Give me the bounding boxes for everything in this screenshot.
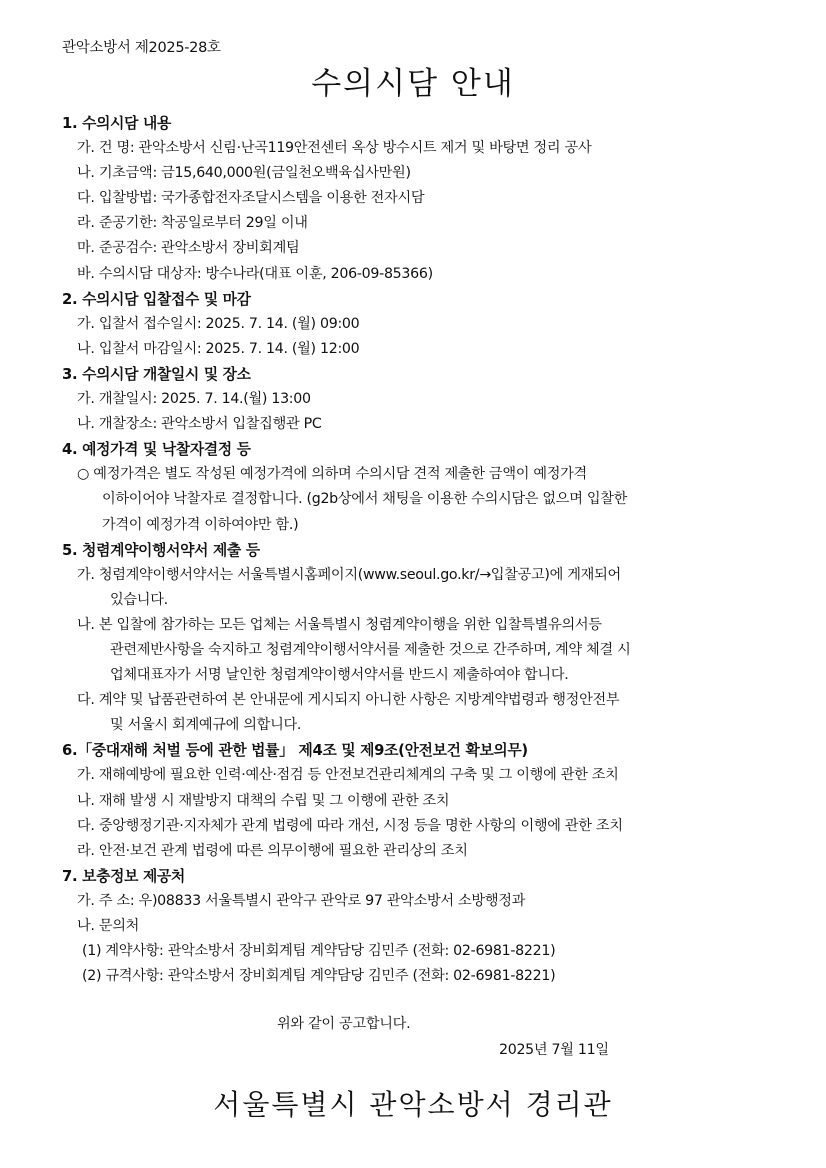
- section-item-continuation: 가격이 예정가격 이하여야만 함.): [102, 516, 299, 533]
- document-title: 수의시담 안내: [311, 66, 515, 102]
- issuer-name: 서울특별시 관악소방서 경리관: [213, 1088, 613, 1121]
- section-item: 나. 재해 발생 시 재발방지 대책의 수립 및 그 이행에 관한 조치: [77, 792, 450, 809]
- section-item: 나. 입찰서 마감일시: 2025. 7. 14. (월) 12:00: [77, 340, 360, 357]
- section-item-continuation: 이하이어야 낙찰자로 결정합니다. (g2b상에서 채팅을 이용한 수의시담은 없으며 입찰한: [102, 491, 628, 508]
- section-item: 다. 중앙행정기관·지자체가 관계 법령에 따라 개선, 시정 등을 명한 사항의 이행에 관한 조치: [77, 817, 623, 834]
- section-item: 가. 건 명: 관악소방서 신림·난곡119안전센터 옥상 방수시트 제거 및 바탕면 정리 공사: [77, 140, 592, 157]
- section-item: 가. 재해예방에 필요한 인력·예산·점검 등 안전보건관리체계의 구축 및 그 이행에 관한 조치: [77, 767, 619, 784]
- section-heading: 2. 수의시담 입찰접수 및 마감: [62, 290, 251, 308]
- section-item-continuation: 업체대표자가 서명 날인한 청렴계약이행서약서를 반드시 제출하여야 합니다.: [110, 667, 569, 684]
- section-item: 나. 개찰장소: 관악소방서 입찰집행관 PC: [77, 416, 322, 433]
- section-heading: 7. 보충정보 제공처: [62, 867, 185, 885]
- section-item: 마. 준공검수: 관악소방서 장비회계팀: [77, 240, 300, 257]
- document-body: [0, 111, 826, 989]
- section-item: 바. 수의시담 대상자: 방수나라(대표 이훈, 206-09-85366): [77, 265, 433, 282]
- section-item: 가. 청렴계약이행서약서는 서울특별시홈페이지(www.seoul.go.kr/→입찰공고)에 게재되어: [77, 566, 621, 583]
- section-item: 가. 개찰일시: 2025. 7. 14.(월) 13:00: [77, 391, 311, 408]
- document-number: 관악소방서 제2025-28호: [62, 40, 221, 56]
- section-heading: 5. 청렴계약이행서약서 제출 등: [62, 541, 260, 559]
- section-item: 라. 안전·보건 관계 법령에 따른 의무이행에 필요한 관리상의 조치: [77, 842, 468, 859]
- section-item-continuation: (1) 계약사항: 관악소방서 장비회계팀 계약담당 김민주 (전화: 02-6981-8221): [82, 943, 556, 960]
- closing-statement: 위와 같이 공고합니다.: [277, 1016, 411, 1032]
- announcement-date: 2025년 7월 11일: [499, 1042, 609, 1058]
- section-item-continuation: (2) 규격사항: 관악소방서 장비회계팀 계약담당 김민주 (전화: 02-6981-8221): [82, 968, 556, 985]
- section-heading: 3. 수의시담 개찰일시 및 장소: [62, 365, 251, 383]
- section-item: 가. 주 소: 우)08833 서울특별시 관악구 관악로 97 관악소방서 소방행정과: [77, 892, 526, 909]
- section-item: 다. 계약 및 납품관련하여 본 안내문에 게시되지 아니한 사항은 지방계약법령과 행정안전부: [77, 692, 620, 709]
- section-item: 가. 입찰서 접수일시: 2025. 7. 14. (월) 09:00: [77, 315, 360, 332]
- section-item: 나. 문의처: [77, 918, 140, 934]
- section-item: ○ 예정가격은 별도 작성된 예정가격에 의하며 수의시담 견적 제출한 금액이 예정가격: [77, 466, 587, 483]
- section-item: 다. 입찰방법: 국가종합전자조달시스템을 이용한 전자시담: [77, 190, 425, 207]
- section-item: 나. 본 입찰에 참가하는 모든 업체는 서울특별시 청렴계약이행을 위한 입찰특별유의서등: [77, 616, 602, 633]
- section-heading: 6.「중대재해 처벌 등에 관한 법률」 제4조 및 제9조(안전보건 확보의무): [62, 742, 528, 760]
- section-item: 라. 준공기한: 착공일로부터 29일 이내: [77, 215, 308, 232]
- section-item-continuation: 있습니다.: [110, 591, 168, 608]
- section-heading: 4. 예정가격 및 낙찰자결정 등: [62, 441, 251, 459]
- section-item: 나. 기초금액: 금15,640,000원(금일천오백육십사만원): [77, 165, 411, 182]
- section-item-continuation: 관련제반사항을 숙지하고 청렴계약이행서약서를 제출한 것으로 간주하며, 계약 체결 시: [110, 641, 631, 658]
- section-item-continuation: 및 서울시 회계예규에 의합니다.: [110, 717, 302, 734]
- section-heading: 1. 수의시담 내용: [62, 115, 171, 132]
